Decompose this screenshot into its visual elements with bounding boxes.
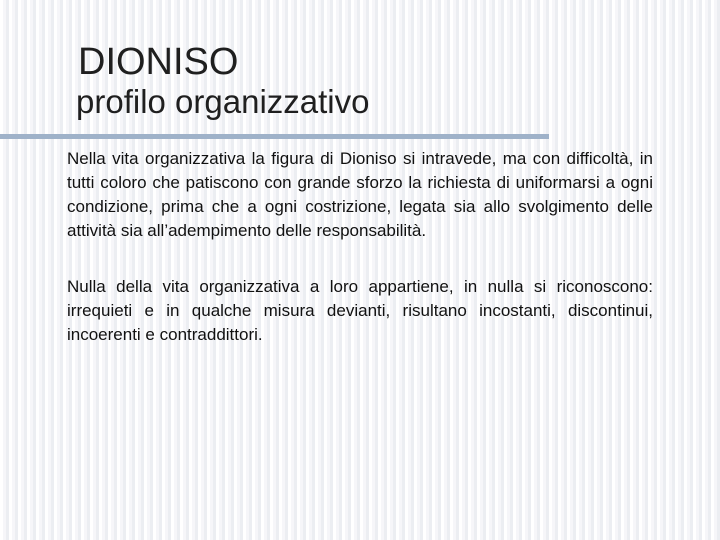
slide-title: DIONISO [78,41,239,83]
slide-subtitle: profilo organizzativo [76,83,370,120]
body-paragraph-1: Nella vita organizzativa la figura di Dioniso si intravede, ma con difficoltà, in tutti coloro che patiscono con grande sforzo la richiesta di uniformarsi a ogni condizione, prima che a ogni costrizione, legata sia allo svolgimento delle attività sia all’adempimento delle responsabilità. [67,149,653,240]
title-divider [0,134,549,139]
body-paragraph-2: Nulla della vita organizzativa a loro appartiene, in nulla si riconoscono: irrequieti e in qualche misura devianti, risultano incostanti, discontinui, incoerenti e contraddittori. [67,277,653,344]
slide-body [67,147,653,347]
